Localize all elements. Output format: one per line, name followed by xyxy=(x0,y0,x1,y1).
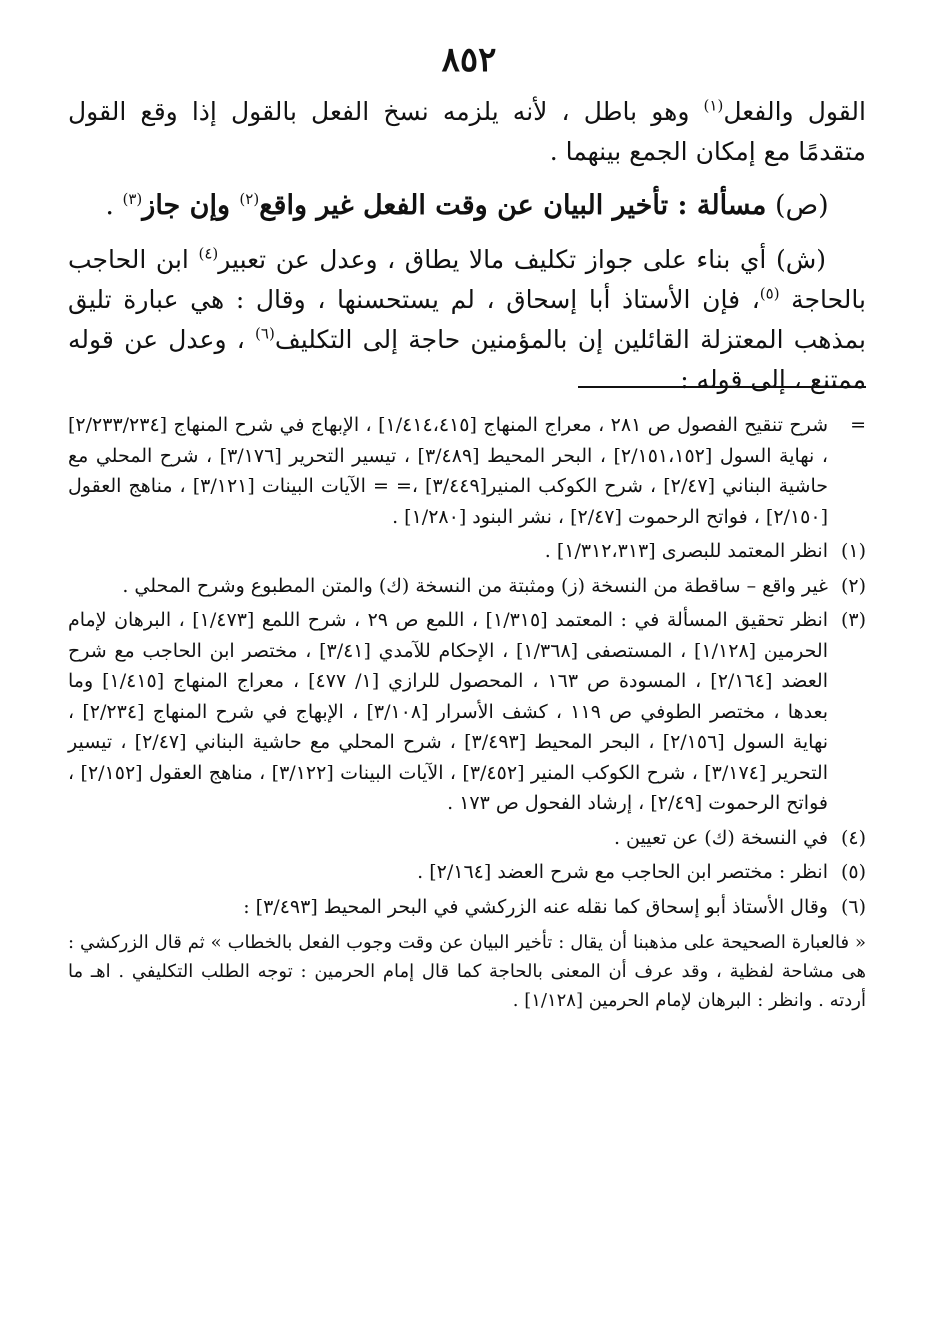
footnote-ref-5[interactable]: (٥) xyxy=(759,284,780,303)
footnote-number: (٢) xyxy=(840,574,866,597)
commentary-paragraph xyxy=(68,240,866,400)
footnote-text: انظر تحقيق المسألة في : المعتمد [١/٣١٥] ، اللمع ص ٢٩ ، شرح اللمع [١/٤٧٣] ، البرهان لإمام الحرمين [١/١٢٨] ، المستصفى [١/٣٦٨] ، الإحكام للآمدي [٣/٤١] ، مختصر ابن الحاجب مع شرح العضد [٢/١٦٤] ، المسودة ص ١٦٣ ، المحصول للرازي [١/ ٤٧٧] ، معراج المنهاج [١/٤١٥] وما بعدها ، مختصر الطوفي ص ١١٩ ، كشف الأسرار [٣/١٠٨] ، الإبهاج في شرح المنهاج [٢/٢٣٤] ، نهاية السول [٢/١٥٦] ، البحر المحيط [٣/٤٩٣] ، شرح المحلي مع حاشية البناني [٢/٤٧] ، تيسير التحرير [٣/١٧٤] ، شرح الكوكب المنير [٣/٤٥٢] ، الآيات البينات [٣/١٢٢] ، مناهج العقول [٢/١٥٢] ، فواتح الرحموت [٢/٤٩] ، إرشاد الفحول ص ١٧٣ . xyxy=(68,609,829,814)
footnote-quote: « فالعبارة الصحيحة على مذهبنا أن يقال : تأخير البيان عن وقت وجوب الفعل بالخطاب » ثم قال الزركشي : هى مشاحة لفظية ، وقد عرف أن المعنى بالحاجة كما قال إمام الحرمين : توجه الطلب التكليفي . اهـ ما أردته . وانظر : البرهان لإمام الحرمين [١/١٢٨] . xyxy=(68,932,866,1011)
footnote-ref-4[interactable]: (٤) xyxy=(198,244,219,263)
main-text xyxy=(68,92,866,400)
footnote-item-1 xyxy=(68,536,866,567)
issue-end: . xyxy=(105,190,123,221)
footnote-continued-marker: = xyxy=(850,414,866,436)
commentary-text-3: ، فإن الأستاذ أبا إسحاق ، لم يستحسنها ، وقال : هي عبارة تليق بمذهب المعتزلة القائلين إن بالمؤمنين حاجة إلى التكليف xyxy=(68,285,866,354)
commentary-text-1: (ش) أي بناء على جواز تكليف مالا يطاق ، وعدل عن تعبير xyxy=(218,245,826,274)
continuation-paragraph xyxy=(68,92,866,172)
footnotes-section xyxy=(68,410,866,1015)
footnote-continued-text: شرح تنقيح الفصول ص ٢٨١ ، معراج المنهاج [١/٤١٤،٤١٥] ، الإبهاج في شرح المنهاج [٢/٢٣٣/٢٣٤] ، نهاية السول [٢/١٥١،١٥٢] ، البحر المحيط [٣/٤٨٩] ، تيسير التحرير [٣/١٧٦] ، شرح المحلي مع حاشية البناني [٢/٤٧] ، شرح الكوكب المنير[٣/٤٤٩] ،= = الآيات البينات [٣/١٢١] ، مناهج العقول [٢/١٥٠] ، فواتح الرحموت [٢/٤٧] ، نشر البنود [١/٢٨٠] . xyxy=(68,414,828,528)
footnote-text: انظر المعتمد للبصرى [١/٣١٢،٣١٣] . xyxy=(544,540,828,562)
continuation-text-rest: وهو باطل ، لأنه يلزمه نسخ الفعل بالقول إذا وقع القول متقدمًا مع إمكان الجمع بينهما . xyxy=(68,97,866,166)
footnote-number: (٣) xyxy=(840,609,866,631)
commentary-text-2: ابن الحاجب بالحاجة xyxy=(68,245,866,314)
issue-marker: (ص) xyxy=(766,190,829,221)
commentary-text-4: ، وعدل عن قوله ممتنع ، إلى قوله : xyxy=(68,325,866,394)
continuation-text: القول والفعل xyxy=(723,97,866,126)
issue-text: مسألة : تأخير البيان عن وقت الفعل غير واقع xyxy=(259,190,767,221)
footnote-ref-3[interactable]: (٣) xyxy=(122,190,143,208)
footnote-continued xyxy=(68,410,866,532)
footnote-item-6 xyxy=(68,892,866,923)
issue-text-2: وإن جاز xyxy=(142,190,240,221)
footnote-text: غير واقع – ساقطة من النسخة (ز) ومثبتة من النسخة (ك) والمتن المطبوع وشرح المحلي . xyxy=(122,574,828,597)
page-number: ٨٥٢ xyxy=(441,40,497,80)
footnote-divider xyxy=(578,386,866,388)
footnote-text: انظر : مختصر ابن الحاجب مع شرح العضد [٢/١٦٤] . xyxy=(417,861,828,883)
footnote-text: وقال الأستاذ أبو إسحاق كما نقله عنه الزركشي في البحر المحيط [٣/٤٩٣] : xyxy=(243,895,828,918)
footnote-number: (١) xyxy=(840,540,866,562)
footnote-number: (٤) xyxy=(840,826,866,849)
footnote-number: (٦) xyxy=(840,895,866,918)
footnote-ref-1[interactable]: (١) xyxy=(703,96,724,115)
footnote-item-3 xyxy=(68,605,866,819)
footnote-item-2 xyxy=(68,571,866,602)
footnote-ref-6[interactable]: (٦) xyxy=(255,324,275,343)
issue-heading xyxy=(68,186,866,226)
footnote-text: في النسخة (ك) عن تعيين . xyxy=(613,826,828,849)
footnote-item-5 xyxy=(68,857,866,888)
footnote-item-4 xyxy=(68,823,866,854)
footnote-ref-2[interactable]: (٢) xyxy=(239,190,260,208)
footnote-number: (٥) xyxy=(840,861,866,883)
